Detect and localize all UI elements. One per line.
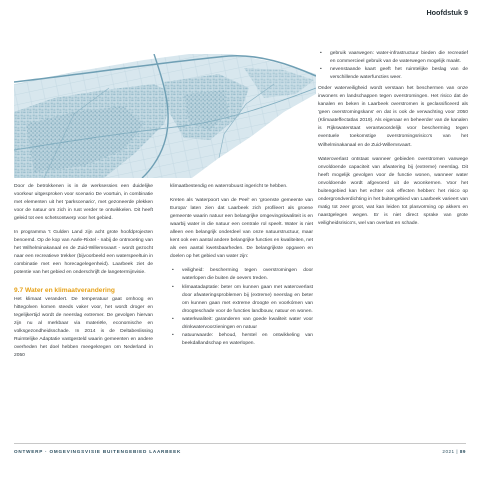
bullet-icon: •: [172, 332, 174, 338]
paragraph: In programma 't Gulden Land zijn acht grote hoofdprojecten benoemd. Op de kop van Aarle-Rixtel - nabij de ontmoeting van het Wilhelminakanaal en de Zuid-Willemsvaart - wordt gezocht naar een recreatieve trekker (bijvoorbeeld een waterspeeltuin in combinatie met een horecagelegenheid). Laarbeek ziet de potentie van het gebied en onderschrijft de langetermijnvisie.: [14, 230, 153, 276]
list-item: • veiligheid: bescherming tegen overstromingen door waterlopen die buiten de oevers treden.: [172, 268, 313, 282]
bullet-icon: •: [172, 316, 174, 322]
goal-list-continued: [318, 50, 468, 82]
text-column-right: [318, 50, 468, 234]
aerial-map-image: [14, 54, 316, 178]
paragraph: Door de betrokkenen is in de werksessies een duidelijke voorkeur uitgesproken voor scenario De voortuin, in combinatie met elementen uit het 'parkscenario', met gezoneerde plekken voor de natuur om zich in rust verder te ontwikkelen. Dit heeft geleid tot een schetsontwerp voor het gebied.: [14, 184, 153, 222]
list-item: • natuurwaarde: behoud, herstel en ontwikkeling van beekdallandschap en waterlopen.: [172, 332, 313, 346]
footer-divider: [14, 443, 466, 444]
paragraph: Kreten als 'waterpoort van de Peel' en 'groenste gemeente van Europa' laten zien dat Laarbeek zich profileert als groene gemeente waarin natuur een belangrijke omgevingskwaliteit is en waarbij water in die natuur een centrale rol speelt. Water is niet alleen een belangrijk onderdeel van onze natuurstructuur, maar kent ook een aantal andere belangrijke functies en kwaliteiten, net als een aantal kwetsbaarheden. De belangrijkste opgaven en doelen op het gebied van water zijn:: [170, 198, 314, 260]
text-column-middle: [170, 183, 313, 351]
bullet-icon: •: [172, 284, 174, 290]
bullet-icon: •: [320, 51, 322, 56]
chapter-title: Hoofdstuk 9: [426, 8, 468, 17]
section-heading: 9.7 Water en klimaatverandering: [14, 286, 115, 294]
footer-page-info: [442, 449, 466, 454]
bullet-icon: •: [320, 67, 322, 73]
list-item: • klimaatadaptatie: beter om kunnen gaan met wateroverlast door afwateringsproblemen bij (extreme) neerslag en beter om kunnen gaan met extreme droogte en voorkómen van droogteschade voor de functies landbouw, natuur en wonen.: [172, 284, 313, 314]
paragraph: Het klimaat verandert. De temperatuur gaat omhoog en hittegolven komen steeds vaker voor, het wordt droger en tegelijkertijd wordt de neerslag extremer. De gevolgen hiervan zijn nu al merkbaar via materiële, economische en volksgezondheidsschade. In 2014 is de Deltabeslissing Ruimtelijke Adaptatie vastgesteld waarin gemeenten en andere overheden het doel hebben meegekregen om Nederland in 2050: [14, 296, 153, 358]
footer-document-title: ONTWERP · OMGEVINGSVISIE BUITENGEBIED LAARBEEK: [14, 449, 182, 454]
list-item: • waterkwaliteit: garanderen van goede kwaliteit water voor drinkwatervoorzieningen en natuur: [172, 316, 313, 330]
bullet-icon: •: [172, 268, 174, 274]
page-number: 89: [459, 449, 466, 454]
footer-year: 2021 |: [442, 449, 459, 454]
text-column-left: [14, 183, 153, 366]
list-item: • gebruik vaarwegen: water-infrastructuur bieden die recreatief en commercieel gebruik van de waterwegen mogelijk maakt.: [320, 51, 468, 65]
list-item: • nevenstaande kaart geeft het ruimtelijke beslag van de verschillende waterfuncties weer.: [320, 67, 468, 81]
goal-list: [170, 267, 313, 347]
paragraph: Wateroverlast ontstaat wanneer gebieden overstromen vanwege onvoldoende capaciteit van afwatering bij (extreme) neerslag. Dit heeft mogelijk gevolgen voor de functie wonen, wanneer water onvoldoende wordt afgevoerd uit de woonkernen. Voor het buitengebied kan het echter ook effecten hebben: het risico op ondergrondverdichting in het buitengebied van Laarbeek varieert van matig tot zeer groot, wat kan leiden tot plasvorming op akkers en naastgelegen wegen. Er is niet direct sprake van grote veiligheidsrisico's, wel van overlast en schade.: [318, 156, 468, 226]
paragraph: klimaatbestendig en waterrobuust ingericht te hebben.: [170, 184, 288, 189]
paragraph: Onder waterveiligheid wordt verstaan het beschermen van onze inwoners en landschappen tegen overstromingen. Het risico dat de kanalen en beken in Laarbeek overstromen is geclassificeerd als 'geen overstromingskans' en dat is ook de verwachting voor 2050 (Klimaateffectatlas 2019). Als eigenaar en beheerder van de kanalen is Rijkswaterstaat verantwoordelijk voor bescherming tegen eventuele toekomstige overstromingsrisico's van het Wilhelminakanaal en de Zuid-Willemsvaart.: [318, 86, 468, 148]
